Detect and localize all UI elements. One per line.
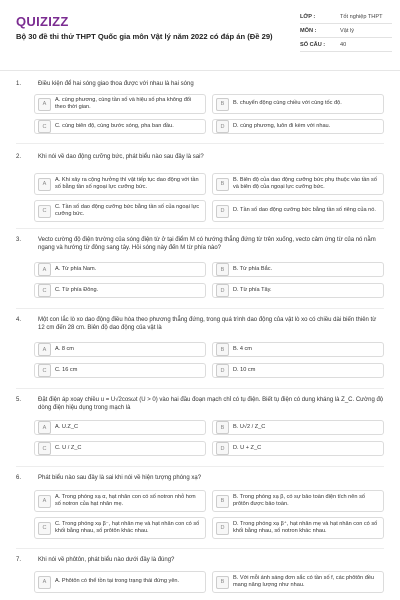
option-c[interactable] bbox=[34, 363, 206, 378]
question-number: 5. bbox=[16, 397, 22, 403]
option-letter: B bbox=[216, 495, 229, 508]
option-text: D. Trong phóng xạ β⁺, hạt nhân mẹ và hạt nhân con có số khối bằng nhau, số notron khác nhau. bbox=[233, 520, 378, 534]
option-letter: B bbox=[216, 343, 229, 356]
document-meta bbox=[300, 10, 392, 52]
question-2 bbox=[16, 153, 384, 217]
question-5 bbox=[16, 396, 384, 452]
option-letter: D bbox=[216, 364, 229, 377]
option-letter: A bbox=[38, 421, 51, 434]
option-d[interactable] bbox=[212, 363, 384, 378]
meta-value: Vật lý bbox=[340, 27, 354, 34]
option-text: C. Trong phóng xạ β⁻, hạt nhân mẹ và hạt nhân con có số khối bằng nhau, số prôtôn khác nhau. bbox=[55, 520, 200, 534]
option-letter: C bbox=[38, 205, 51, 218]
quizizz-logo: QUIZIZZ bbox=[16, 14, 69, 29]
option-text: B. Trong phóng xạ β, có sự bảo toàn điện tích nên số prôtôn được bảo toàn. bbox=[233, 493, 365, 507]
option-a[interactable] bbox=[34, 490, 206, 512]
option-text: C. 16 cm bbox=[55, 366, 78, 373]
option-text: B. U√2 / Z_C bbox=[233, 423, 266, 430]
question-4 bbox=[16, 316, 384, 374]
question-number: 1. bbox=[16, 81, 22, 87]
question-text: Đặt điện áp xoay chiều u = U√2cosωt (U > 0) vào hai đầu đoạn mạch chỉ có tụ điện. Biết tụ điện có dung kháng là Z_C. Cường độ dòng điện hiệu dụng trong mạch là bbox=[38, 397, 384, 412]
meta-key: LỚP : bbox=[300, 13, 316, 20]
option-letter: C bbox=[38, 442, 51, 455]
option-letter: C bbox=[38, 522, 51, 535]
option-text: D. U + Z_C bbox=[233, 444, 262, 451]
option-letter: B bbox=[216, 98, 229, 111]
option-b[interactable] bbox=[212, 490, 384, 512]
option-d[interactable] bbox=[212, 441, 384, 456]
meta-row-subject bbox=[300, 24, 392, 38]
question-number: 3. bbox=[16, 237, 22, 243]
question-1 bbox=[16, 80, 384, 130]
option-c[interactable] bbox=[34, 200, 206, 222]
option-text: B. Từ phía Bắc. bbox=[233, 265, 273, 272]
option-text: D. Từ phía Tây. bbox=[233, 286, 272, 293]
option-a[interactable] bbox=[34, 94, 206, 114]
meta-row-count bbox=[300, 38, 392, 52]
option-d[interactable] bbox=[212, 200, 384, 222]
question-number: 4. bbox=[16, 317, 22, 323]
option-letter: A bbox=[38, 98, 51, 111]
question-text: Điều kiện để hai sóng giao thoa được với nhau là hai sóng bbox=[38, 81, 194, 87]
option-a[interactable] bbox=[34, 262, 206, 277]
option-letter: A bbox=[38, 576, 51, 589]
question-number: 6. bbox=[16, 475, 22, 481]
option-text: C. Từ phía Đông. bbox=[55, 286, 99, 293]
option-b[interactable] bbox=[212, 571, 384, 593]
option-text: C. Tần số dao động cưỡng bức bằng tần số của ngoại lực cưỡng bức. bbox=[55, 203, 200, 217]
option-text: A. cùng phương, cùng tần số và hiệu số pha không đổi theo thời gian. bbox=[55, 96, 192, 110]
question-divider bbox=[16, 548, 384, 549]
option-letter: D bbox=[216, 120, 229, 133]
document-title: Bộ 30 đề thi thử THPT Quốc gia môn Vật lý năm 2022 có đáp án (Đề 29) bbox=[16, 32, 273, 41]
document-header bbox=[0, 0, 400, 72]
option-text: B. chuyển động cùng chiều với cùng tốc độ. bbox=[233, 100, 342, 107]
option-text: C. cùng biên độ, cùng bước sóng, pha ban đầu. bbox=[55, 122, 174, 129]
question-number: 2. bbox=[16, 154, 22, 160]
option-letter: A bbox=[38, 178, 51, 191]
question-divider bbox=[16, 388, 384, 389]
question-3 bbox=[16, 236, 384, 294]
option-c[interactable] bbox=[34, 441, 206, 456]
option-text: A. Trong phóng xạ α, hạt nhân con có số notron nhỏ hơn số notron của hạt nhân mẹ. bbox=[55, 493, 196, 507]
option-b[interactable] bbox=[212, 94, 384, 114]
option-text: B. 4 cm bbox=[233, 345, 252, 352]
option-c[interactable] bbox=[34, 517, 206, 539]
option-text: A. Phôtôn có thể tồn tại trong trạng thái đứng yên. bbox=[55, 578, 180, 585]
option-b[interactable] bbox=[212, 342, 384, 357]
question-text: Khi nói về phôtôn, phát biểu nào dưới đây là đúng? bbox=[38, 557, 175, 563]
option-text: D. 10 cm bbox=[233, 366, 256, 373]
option-c[interactable] bbox=[34, 119, 206, 134]
question-7 bbox=[16, 556, 384, 588]
option-text: A. Khi xảy ra cộng hưởng thì vật tiếp tục dao động với tần số bằng tần số ngoại lực cưỡng bức. bbox=[55, 176, 199, 190]
option-c[interactable] bbox=[34, 283, 206, 298]
option-a[interactable] bbox=[34, 173, 206, 195]
question-number: 7. bbox=[16, 557, 22, 563]
option-text: B. Biên độ của dao động cưỡng bức phụ thuộc vào tần số và biên độ của ngoại lực cưỡng bức. bbox=[233, 176, 377, 190]
option-letter: C bbox=[38, 284, 51, 297]
question-divider bbox=[16, 308, 384, 309]
option-letter: D bbox=[216, 442, 229, 455]
option-letter: D bbox=[216, 284, 229, 297]
meta-key: MÔN : bbox=[300, 27, 317, 34]
option-letter: A bbox=[38, 495, 51, 508]
question-divider bbox=[16, 228, 384, 229]
option-letter: B bbox=[216, 263, 229, 276]
option-letter: B bbox=[216, 178, 229, 191]
option-a[interactable] bbox=[34, 420, 206, 435]
option-b[interactable] bbox=[212, 173, 384, 195]
question-text: Khi nói về dao động cưỡng bức, phát biểu nào sau đây là sai? bbox=[38, 154, 204, 160]
option-d[interactable] bbox=[212, 283, 384, 298]
option-letter: C bbox=[38, 120, 51, 133]
option-text: A. 8 cm bbox=[55, 345, 74, 352]
question-text: Vecto cường độ điện trường của sóng điện từ ở tại điểm M có hướng thẳng đứng từ trên xuống, vecto cảm ứng từ của nó nằm ngang và hướng từ đông sang tây. Hỏi sóng này đến M từ phía nào? bbox=[38, 237, 376, 252]
option-letter: C bbox=[38, 364, 51, 377]
option-text: A. Từ phía Nam. bbox=[55, 265, 97, 272]
option-text: D. cùng phương, luôn đi kèm với nhau. bbox=[233, 122, 331, 129]
option-letter: A bbox=[38, 263, 51, 276]
option-a[interactable] bbox=[34, 342, 206, 357]
option-d[interactable] bbox=[212, 119, 384, 134]
option-d[interactable] bbox=[212, 517, 384, 539]
option-text: D. Tần số dao động cưỡng bức bằng tần số riêng của nó. bbox=[233, 207, 376, 214]
meta-key: SỐ CÂU : bbox=[300, 41, 326, 48]
question-divider bbox=[16, 466, 384, 467]
question-6 bbox=[16, 474, 384, 534]
option-letter: D bbox=[216, 205, 229, 218]
option-b[interactable] bbox=[212, 420, 384, 435]
option-text: C. U / Z_C bbox=[55, 444, 82, 451]
option-a[interactable] bbox=[34, 571, 206, 593]
option-letter: D bbox=[216, 522, 229, 535]
meta-value: 40 bbox=[340, 41, 347, 48]
header-divider bbox=[0, 70, 400, 71]
meta-row-class bbox=[300, 10, 392, 24]
question-divider bbox=[16, 143, 384, 144]
question-text: Phát biểu nào sau đây là sai khi nói về hiện tượng phóng xạ? bbox=[38, 475, 202, 481]
option-b[interactable] bbox=[212, 262, 384, 277]
option-letter: B bbox=[216, 421, 229, 434]
meta-value: Tốt nghiệp THPT bbox=[340, 13, 383, 20]
option-letter: B bbox=[216, 576, 229, 589]
option-letter: A bbox=[38, 343, 51, 356]
question-text: Một con lắc lò xo dao động điều hòa theo phương thẳng đứng, trong quá trình dao động của vật lò xo có chiều dài biến thiên từ 12 cm đến 28 cm. Biên độ dao động của vật là bbox=[38, 317, 377, 332]
option-text: B. Với mỗi ánh sáng đơn sắc có tần số f, các phôtôn đều mang năng lượng như nhau. bbox=[233, 574, 375, 588]
option-text: A. U.Z_C bbox=[55, 423, 79, 430]
